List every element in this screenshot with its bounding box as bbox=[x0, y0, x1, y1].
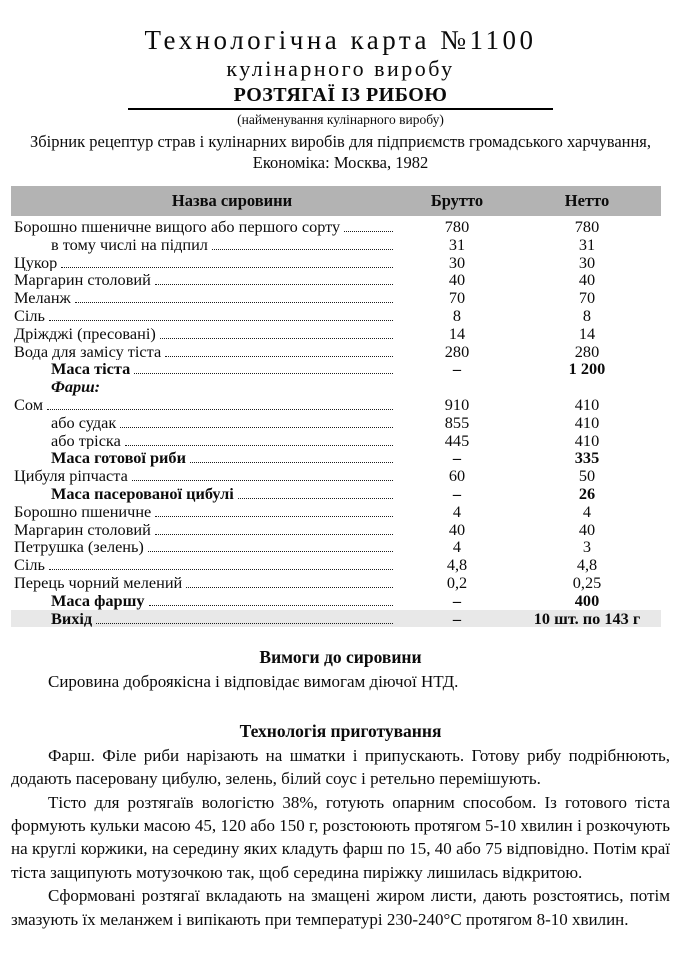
brutto-value: 40 bbox=[448, 270, 466, 290]
ingredient-name-cell bbox=[11, 307, 401, 325]
brutto-value: 8 bbox=[452, 306, 462, 326]
ingredient-name: в тому числі на підпил bbox=[51, 235, 208, 254]
ingredient-name-cell bbox=[11, 432, 401, 450]
netto-value: 40 bbox=[578, 519, 596, 539]
table-body bbox=[11, 218, 661, 627]
ingredient-name-cell bbox=[11, 218, 401, 236]
brutto-value: – bbox=[452, 359, 462, 379]
technology-paragraph: Фарш. Філе риби нарізають на шматки і припускають. Готову рибу подрібнюють, додають пасеровану цибулю, зелень, білий соус і ретельно перемішують. bbox=[11, 745, 670, 789]
ingredient-name-cell bbox=[11, 610, 401, 628]
ingredient-name-cell bbox=[11, 592, 401, 610]
dot-leader bbox=[212, 249, 393, 250]
brutto-value: – bbox=[452, 448, 462, 468]
ingredient-name: Петрушка (зелень) bbox=[14, 538, 144, 557]
table-row bbox=[11, 360, 661, 378]
ingredient-name-cell bbox=[11, 343, 401, 361]
dot-leader bbox=[149, 605, 394, 606]
brutto-value: 4 bbox=[452, 501, 462, 521]
ingredient-name-cell bbox=[11, 574, 401, 592]
netto-value: 4,8 bbox=[576, 555, 598, 575]
dot-leader bbox=[148, 551, 393, 552]
column-header-brutto: Брутто bbox=[430, 191, 484, 211]
brutto-value: 855 bbox=[444, 412, 470, 432]
dot-leader bbox=[75, 302, 393, 303]
ingredient-name-cell bbox=[11, 503, 401, 521]
netto-value: 400 bbox=[574, 590, 600, 610]
brutto-value: 910 bbox=[444, 395, 470, 415]
ingredient-name-cell bbox=[11, 449, 401, 467]
table-row bbox=[11, 307, 661, 325]
ingredient-name-cell bbox=[11, 485, 401, 503]
column-header-netto: Нетто bbox=[564, 191, 610, 211]
table-row bbox=[11, 218, 661, 236]
netto-value: 4 bbox=[582, 501, 592, 521]
dot-leader bbox=[190, 462, 393, 463]
netto-value: 410 bbox=[574, 430, 600, 450]
brutto-value: 30 bbox=[448, 252, 466, 272]
netto-value: 780 bbox=[574, 217, 600, 237]
ingredient-name: Маса фаршу bbox=[51, 591, 145, 610]
netto-value: 410 bbox=[574, 395, 600, 415]
technology-paragraph: Тісто для розтягаїв вологістю 38%, готують опарним способом. Із готового тіста формують кульки масою 45, 120 або 150 г, розстоюють протягом 5-10 хвилин і розкочують на круглі коржики, на середину яких кладуть фарш по 15, 40 або 75 відповідно. Потім краї тіста защипують мотузочкою так, щоб середина пиріжку лишилась відкритою. bbox=[11, 792, 670, 882]
brutto-value: 70 bbox=[448, 288, 466, 308]
dot-leader bbox=[47, 409, 393, 410]
netto-value: 26 bbox=[578, 484, 596, 504]
dish-name-caption: (найменування кулінарного виробу) bbox=[237, 111, 444, 127]
ingredient-name-cell bbox=[11, 325, 401, 343]
ingredient-name-cell bbox=[11, 236, 401, 254]
brutto-value: 780 bbox=[444, 217, 470, 237]
table-row bbox=[11, 343, 661, 361]
ingredient-name: Дріжджі (пресовані) bbox=[14, 324, 156, 343]
brutto-value: 445 bbox=[444, 430, 470, 450]
ingredient-name-cell bbox=[11, 467, 401, 485]
dot-leader bbox=[96, 623, 393, 624]
netto-value: 8 bbox=[582, 306, 592, 326]
brutto-value: 40 bbox=[448, 519, 466, 539]
netto-value: 410 bbox=[574, 412, 600, 432]
source-line-2: Економіка: Москва, 1982 bbox=[252, 153, 429, 173]
page-title: Технологічна карта №1100 bbox=[144, 25, 537, 55]
requirements-text: Сировина доброякісна і відповідає вимогам діючої НТД. bbox=[48, 672, 459, 692]
dot-leader bbox=[160, 338, 393, 339]
table-row bbox=[11, 610, 661, 628]
brutto-value: 4 bbox=[452, 537, 462, 557]
netto-value: 280 bbox=[574, 341, 600, 361]
dot-leader bbox=[155, 516, 393, 517]
table-row bbox=[11, 254, 661, 272]
dot-leader bbox=[155, 534, 393, 535]
dot-leader bbox=[344, 231, 393, 232]
ingredient-name-cell bbox=[11, 289, 401, 307]
ingredient-name: або тріска bbox=[51, 431, 121, 450]
ingredient-name: Цукор bbox=[14, 253, 58, 272]
ingredient-name: Сіль bbox=[14, 307, 45, 325]
table-row bbox=[11, 485, 661, 503]
netto-value: 0,25 bbox=[572, 573, 602, 592]
dot-leader bbox=[134, 373, 393, 374]
column-header-name: Назва сировини bbox=[171, 191, 293, 211]
dot-leader bbox=[132, 480, 393, 481]
netto-value: 30 bbox=[578, 252, 596, 272]
netto-value: 14 bbox=[578, 323, 596, 343]
netto-value: 50 bbox=[578, 466, 596, 486]
dish-name: РОЗТЯГАЇ ІЗ РИБОЮ bbox=[233, 83, 448, 106]
ingredients-table bbox=[11, 186, 661, 627]
ingredient-name-cell bbox=[11, 271, 401, 289]
table-header-row bbox=[11, 186, 661, 216]
brutto-value: 14 bbox=[448, 323, 466, 343]
table-row bbox=[11, 521, 661, 539]
table-row bbox=[11, 432, 661, 450]
ingredient-name: Маргарин столовий bbox=[14, 520, 151, 539]
dot-leader bbox=[238, 498, 393, 499]
table-row bbox=[11, 503, 661, 521]
ingredient-name: Перець чорний мелений bbox=[14, 574, 183, 592]
ingredient-name: Вода для замісу тіста bbox=[14, 342, 162, 361]
table-row bbox=[11, 396, 661, 414]
ingredient-name: Вихід bbox=[51, 609, 93, 628]
dish-name-underline bbox=[128, 84, 553, 110]
brutto-value: 280 bbox=[444, 341, 470, 361]
ingredient-name: Сіль bbox=[14, 556, 45, 574]
table-row bbox=[11, 289, 661, 307]
ingredient-name: Борошно пшеничне bbox=[14, 502, 152, 521]
ingredient-name: Меланж bbox=[14, 289, 71, 308]
brutto-value: 0,2 bbox=[446, 573, 468, 592]
netto-value: 3 bbox=[582, 537, 592, 557]
ingredient-name: Фарш: bbox=[51, 378, 101, 397]
brutto-value: – bbox=[452, 590, 462, 610]
ingredient-name-cell bbox=[11, 360, 401, 378]
dot-leader bbox=[165, 356, 393, 357]
table-row bbox=[11, 236, 661, 254]
ingredient-name: Борошно пшеничне вищого або першого сорту bbox=[14, 218, 341, 236]
ingredient-name-cell bbox=[11, 254, 401, 272]
ingredient-name: Маса пасерованої цибулі bbox=[51, 485, 234, 503]
dot-leader bbox=[61, 267, 393, 268]
brutto-value: 60 bbox=[448, 466, 466, 486]
brutto-value: – bbox=[452, 608, 462, 628]
ingredient-name: Маса готової риби bbox=[51, 449, 186, 468]
ingredient-name: Сом bbox=[14, 396, 43, 414]
table-row bbox=[11, 414, 661, 432]
netto-value: 10 шт. по 143 г bbox=[533, 608, 641, 628]
netto-value: 31 bbox=[578, 234, 596, 254]
dot-leader bbox=[49, 569, 393, 570]
document-header bbox=[11, 0, 670, 174]
dot-leader bbox=[49, 320, 393, 321]
table-row bbox=[11, 556, 661, 574]
table-row bbox=[11, 574, 661, 592]
ingredient-name: Цибуля ріпчаста bbox=[14, 467, 128, 486]
ingredient-name: Маргарин столовий bbox=[14, 271, 151, 290]
technology-paragraphs bbox=[11, 744, 670, 931]
technology-section bbox=[11, 721, 670, 931]
dot-leader bbox=[186, 587, 393, 588]
ingredient-name: або судак bbox=[51, 413, 117, 432]
ingredient-name-cell bbox=[11, 538, 401, 556]
table-row bbox=[11, 325, 661, 343]
dot-leader bbox=[155, 284, 393, 285]
technology-paragraph: Сформовані розтягаї вкладають на змащені жиром листи, дають розстоятись, потім змазують їх меланжем і випікають при температурі 230-240°С протягом 8-10 хвилин. bbox=[11, 886, 670, 929]
netto-value: 40 bbox=[578, 270, 596, 290]
ingredient-name-cell bbox=[11, 521, 401, 539]
ingredient-name-cell bbox=[11, 414, 401, 432]
ingredient-name-cell bbox=[11, 378, 401, 396]
table-row bbox=[11, 538, 661, 556]
ingredient-name-cell bbox=[11, 556, 401, 574]
requirements-section bbox=[11, 647, 670, 693]
ingredient-name-cell bbox=[11, 396, 401, 414]
brutto-value: 31 bbox=[448, 234, 466, 254]
brutto-value: 4,8 bbox=[446, 555, 468, 575]
netto-value: 335 bbox=[574, 448, 600, 468]
dot-leader bbox=[120, 427, 393, 428]
table-row bbox=[11, 271, 661, 289]
source-reference bbox=[11, 131, 670, 175]
ingredient-name: Маса тіста bbox=[51, 360, 131, 379]
brutto-value: – bbox=[452, 484, 462, 504]
netto-value: 1 200 bbox=[568, 359, 606, 379]
requirements-heading: Вимоги до сировини bbox=[259, 647, 422, 668]
netto-value: 70 bbox=[578, 288, 596, 308]
source-line-1: Збірник рецептур страв і кулінарних виробів для підприємств громадського харчування, bbox=[29, 131, 652, 151]
technology-heading: Технологія приготування bbox=[239, 720, 442, 741]
page-subtitle: кулінарного виробу bbox=[226, 56, 455, 82]
table-row bbox=[11, 467, 661, 485]
table-row bbox=[11, 378, 661, 396]
table-row bbox=[11, 592, 661, 610]
dot-leader bbox=[125, 445, 393, 446]
table-row bbox=[11, 449, 661, 467]
